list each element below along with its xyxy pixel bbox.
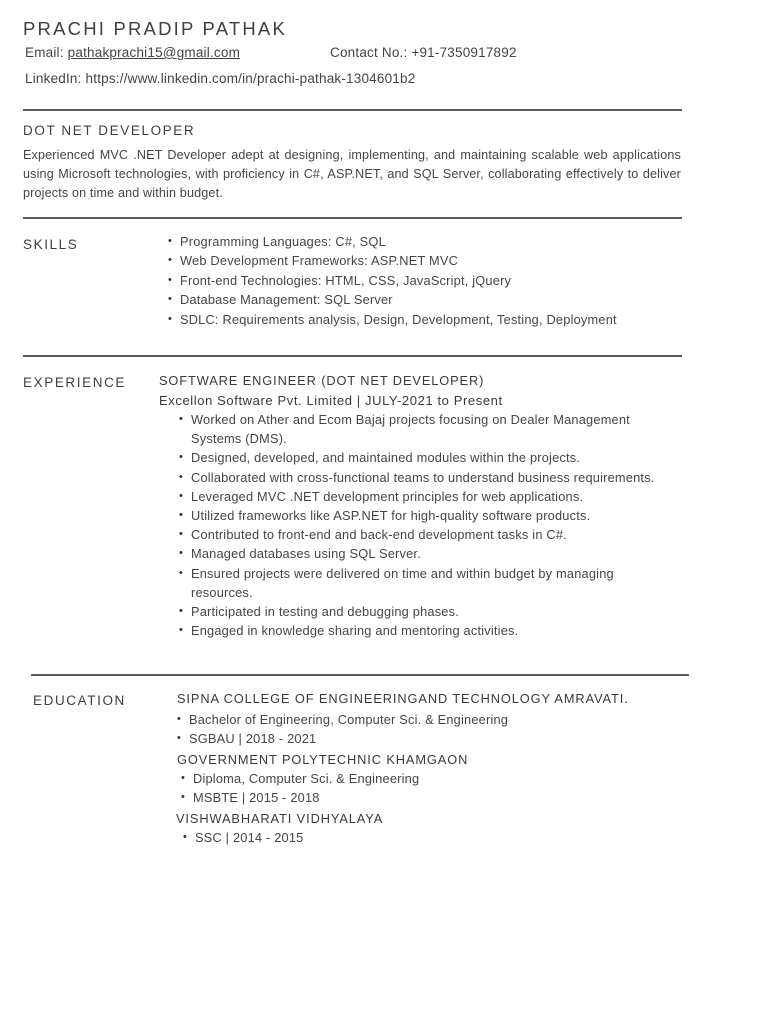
skill-item: • Front-end Technologies: HTML, CSS, JavaScript, jQuery [168, 271, 617, 290]
linkedin-link[interactable]: LinkedIn: https://www.linkedin.com/in/prachi-pathak-1304601b2 [25, 71, 416, 86]
divider [31, 674, 689, 676]
experience-list [179, 410, 671, 640]
school-name: SIPNA COLLEGE OF ENGINEERINGAND TECHNOLOGY AMRAVATI. [177, 691, 629, 706]
skill-item: • Web Development Frameworks: ASP.NET MVC [168, 251, 617, 270]
experience-heading: EXPERIENCE [23, 375, 127, 390]
skill-item: • SDLC: Requirements analysis, Design, Development, Testing, Deployment [168, 310, 617, 329]
skill-item: • Database Management: SQL Server [168, 290, 617, 309]
divider [23, 109, 682, 111]
job-company: Excellon Software Pvt. Limited | JULY-2021 to Present [159, 393, 503, 408]
job-title: SOFTWARE ENGINEER (DOT NET DEVELOPER) [159, 373, 485, 388]
experience-item: • Ensured projects were delivered on time and within budget by managing resources. [179, 564, 671, 602]
summary-text: Experienced MVC .NET Developer adept at designing, implementing, and maintaining scalable web applications using Microsoft technologies, with proficiency in C#, ASP.NET, and SQL Server, collaborating effectively to deliver projects on time and within budget. [23, 148, 681, 200]
phone-contact: Contact No.: +91-7350917892 [330, 45, 517, 60]
skills-list [168, 232, 617, 329]
education-heading: EDUCATION [33, 693, 126, 708]
email-label: Email: [25, 45, 64, 60]
role-title: DOT NET DEVELOPER [23, 123, 196, 138]
experience-item: • Collaborated with cross-functional teams to understand business requirements. [179, 468, 671, 487]
experience-item: • Contributed to front-end and back-end development tasks in C#. [179, 525, 671, 544]
education-detail: • Bachelor of Engineering, Computer Sci. & Engineering [177, 710, 508, 729]
school-name: VISHWABHARATI VIDHYALAYA [176, 811, 384, 826]
divider [23, 217, 682, 219]
experience-item: • Designed, developed, and maintained modules within the projects. [179, 448, 671, 467]
experience-item: • Utilized frameworks like ASP.NET for high-quality software products. [179, 506, 671, 525]
candidate-name: PRACHI PRADIP PATHAK [23, 18, 287, 39]
experience-item: • Managed databases using SQL Server. [179, 544, 671, 563]
school-name: GOVERNMENT POLYTECHNIC KHAMGAON [177, 752, 469, 767]
school-details [183, 828, 303, 847]
school-details [177, 710, 508, 749]
experience-item: • Engaged in knowledge sharing and mentoring activities. [179, 621, 671, 640]
email-line [25, 45, 240, 60]
education-detail: • MSBTE | 2015 - 2018 [181, 788, 419, 807]
education-detail: • Diploma, Computer Sci. & Engineering [181, 769, 419, 788]
experience-item: • Worked on Ather and Ecom Bajaj projects focusing on Dealer Management Systems (DMS). [179, 410, 671, 448]
school-details [181, 769, 419, 808]
skill-item: • Programming Languages: C#, SQL [168, 232, 617, 251]
experience-item: • Participated in testing and debugging phases. [179, 602, 671, 621]
email-link[interactable]: pathakprachi15@gmail.com [67, 45, 241, 60]
education-detail: • SGBAU | 2018 - 2021 [177, 729, 508, 748]
experience-item: • Leveraged MVC .NET development principles for web applications. [179, 487, 671, 506]
skills-heading: SKILLS [23, 237, 79, 252]
divider [23, 355, 682, 357]
education-detail: • SSC | 2014 - 2015 [183, 828, 303, 847]
